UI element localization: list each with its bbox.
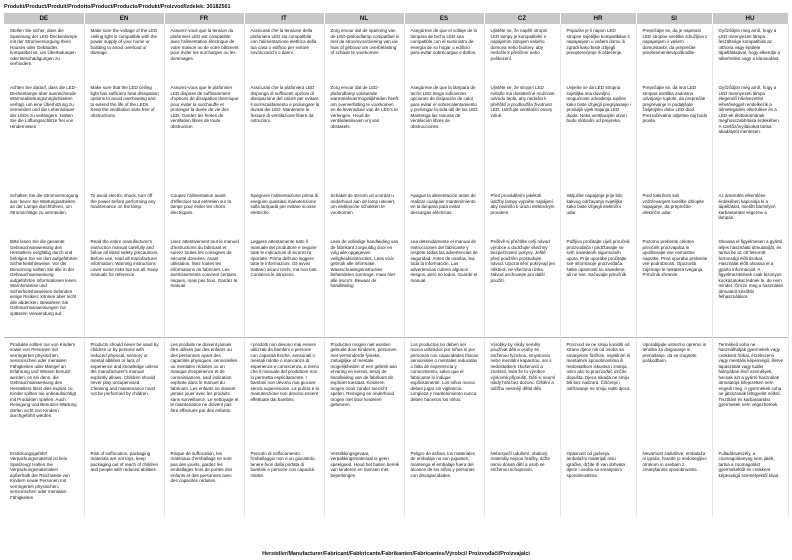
column-header-cz: CZ (484, 13, 560, 24)
cell-cz: Pečlivě si přečtěte celý návod výrobce a dodržujte všechny bezpečnostní pokyny. Ještě před použitím prostudujte návod. Upozornění pokrývají jen některá, ne všechna rizika. Návod uschovejte pro další použití. (484, 235, 560, 337)
column-header-si: SI (636, 13, 712, 24)
cell-cz: Ujistěte se, že stropní LED svítidlo má dostatečné možnosti odvodu tepla, aby nedošlo k přehřátí a prodloužila životnost LED. Udržujte ventilační otvory volné. (484, 81, 560, 189)
cell-es: Los productos no deben ser nunca utilizados por niños ni por personas con capacidades físicas, sensoriales o mentales reducidas o falta de experiencia y conocimiento, salvo que el fabricante lo indique explícitamente. Los niños nunca deben jugar sin vigilancia. Limpieza y mantenimiento nunca deben hacerlos los niños. (404, 338, 484, 447)
cell-si: Prepričajte se, da ima LED stropna svetilka zadostno odvajanje toplote, da preprečite pregrevanje in podaljšate življenjsko dobo LED diod. Prezračevalne odprtine naj bodo proste. (636, 81, 712, 189)
table-row (4, 447, 788, 517)
cell-hu: Az áramütés elkerülése érdekében kapcsolja ki a tápellátást, mielőtt bármilyen karbantartást végezne a lámpán. (712, 189, 788, 235)
cell-cz: Ujistěte se, že napětí stropní LED lampy je kompatibilní s napájením zdrojem vašeho domova nebo budovy, aby nedošlo k přetížení nebo poškození. (484, 24, 560, 81)
column-header-nl: NL (324, 13, 404, 24)
cell-si: Uporabljajte ustrezno opremo in tehnike za dvigovanje in prenašanje, da se izognete poškodbam. (636, 338, 712, 447)
cell-hr: Opasnost od gušenja, ambalažni materijali nisu igračke, držite ih van dohvata djece i osoba sa smanjenim sposobnostima (560, 447, 636, 517)
cell-en: Read the entire manufacturer's instruction manual carefully and follow all listed safety precautions. Before use, read all manufacturer information. Warning instructions cover some risks but not all. Keep manuals for reference. (84, 235, 164, 337)
table-row (4, 189, 788, 235)
cell-it: Leggere attentamente tutto il manuale del produttore e seguire tutte le indicazioni di sicurezza riportate. Prima dell'uso leggere tutte le informazioni. Gli avvisi trattano alcuni rischi, ma non tutti. Conserva le istruzioni. (244, 235, 324, 337)
cell-es: Asegúrese de que la lámpara de techo LED tenga suficientes opciones de disipación de calor para evitar el sobrecalentamiento y prolongar la vida útil de los LED. Mantenga las ranuras de ventilación libres de obstrucciones. (404, 81, 484, 189)
column-header-it: IT (244, 13, 324, 24)
cell-si: Nevarnost zadušitve, embalaža ni igrača, hranite jo nedosegljivo otrokom in osebam z zmanjšanimi sposobnostmi. (636, 447, 712, 517)
cell-en: Risk of suffocation, packaging materials are not toys, keep packaging out of reach of children and people with reduced abilities. (84, 447, 164, 517)
cell-nl: Verstikkingsgevaar, verpakkingsmateriaal is geen speelgoed. Houd het buiten bereik van kinderen en mensen met beperkingen (324, 447, 404, 517)
cell-fr: Coupez l'alimentation avant d'effectuer tout entretien sur la lampe pour éviter les chocs électriques. (164, 189, 244, 235)
cell-si: Pred kakršnim koli vzdrževanjem svetilke izklopite napajanje, da preprečite električni udar. (636, 189, 712, 235)
cell-hu: Győződjön meg arról, hogy a LED mennyezeti lámpa elegendő hőelvezetési lehetőséggel rendelkezik a túlmelegedés elkerülése és a LED-ek élettartamának meghosszabbítása érdekében. A szellőzőnyílásokat tartsa akadálytól mentesen. (712, 81, 788, 189)
cell-en: Make sure that the LED ceiling light has sufficient heat dissipation options to avoid overheating and to extend the life of the LEDs. Keep the ventilation slots free of obstructions. (84, 81, 164, 189)
cell-si: Prepričajte se, da je napetost LED stropne svetilke združljiva z napajanjem v vašem domu/stavbi, da preprečite preobremenitev/poškodbe (636, 24, 712, 81)
cell-de: Bitte lesen Sie die gesamte Gebrauchsanweisung des Herstellers sorgfältig durch und befolgen Sie sie dort aufgeführten Sicherheitshinweise. Vor der Benutzung sollten Sie alle in der Gebrauchsanweisung aufgeführten Informationen lesen. Warnhinweise und Sicherheitshinweisen befanden einige Risiken; können aber nicht alle abdecken. Bewahren Sie Gebrauchsanweisungen zur späteren Verwendung auf. (4, 235, 84, 337)
cell-fr: Risque de suffocation, les matériaux d'emballage ne sont pas des jouets, gardez les emballages hors de portée des enfants et des personnes avec des capacités réduites. (164, 447, 244, 517)
column-header-es: ES (404, 13, 484, 24)
cell-fr: Assurez-vous que le plafonnier LED dispose de suffisamment d'options de dissipation thermique pour éviter la surchauffe et prolonger la durée de vie des LED. Gardez les fentes de ventilation libres de toute obstruction (164, 81, 244, 189)
cell-de: Produkte sollten nur von Kindern sowie von Personen mit verringerten physischen, sensorischen oder mentalen Fähigkeiten oder Mangel an Erfahrung und Wissen benutzt werden, es sei denn, die Gebrauchsanweisung des Herstellers lässt dies explizit zu. Kinder sollten nie unbeaufsichtigt mit Produkten spielen. Auch Reinigung und Benutzer-Wartung dürfen nicht von Kindern durchgeführt werden. (4, 338, 84, 447)
manufacturer-footer: Hersteller/Manufacturer/Fabricant/Fabbricante/Fabrikanten/Fabricantes/Výrobci/ Proizvođači/Proizvajalci (262, 551, 530, 557)
cell-en: Make sure the voltage of the LED ceiling light is compatible with the power supply of your home or building to avoid overload or damage. (84, 24, 164, 81)
cell-hr: Proizvod se ne smiju koristiti od strane djece niti od osoba sa smanjenim fizičkim, osjetilnim ili mentalnim sposobnostima ili nedostatkom iskustva i znanja, osim ako to proizvođač izričito dopušta. Djeca nikada ne smiju biti bez nadzora. Čišćenje i održavanje ne smiju raditi djeca (560, 338, 636, 447)
cell-hr: Pažljivo pročitajte cijeli priručnik proizvođača i pridržavajte se svih navedenih sigurnosnih uputa. Prije uporabe pročitajte sve informacije proizvođača. Neke opasnosti su navedene, ali ne sve. Sačuvajte priručnik. (560, 235, 636, 337)
cell-en: Products should never be used by children or by persons with reduced physical, sensory or mental abilities or lack of experience and knowledge unless the manufacturer's manual explicitly allows. Children should never play unsupervised. Cleaning and maintenance must not be performed by children. (84, 338, 164, 447)
cell-en: To avoid electric shock, turn off the power before performing any maintenance on the lamp. (84, 189, 164, 235)
cell-de: Schalten Sie die Stromversorgung aus, bevor Sie Wartungsarbeiten an der Lampe durchführen, um Stromschläge zu vermeiden. (4, 189, 84, 235)
cell-de: Achten Sie darauf, dass die LED-Deckenlampe über ausreichende Wärmeableitungsmöglichkeiten verfügt, um eine Überhitzung zu vermeiden und die Lebensdauer der LEDs zu verlängern. Halten Sie die Lüftungsschlitze frei von Hindernissen (4, 81, 84, 189)
cell-hu: Termékeit soha ne használhatják gyermekek vagy csökkent fizikai, érzékszervi vagy mentális képességű, illetve tapasztalat vagy tudás hiányában lévő személyek, hacsak azt a gyártó használati útmutatója kifejezetten nem engedi meg. A gyermekek soha ne játsszanak felügyelet nélkül. Tisztítást és karbantartást gyermekek nem végezhetnek. (712, 338, 788, 447)
cell-si: Pozorno preberite celoten priročnik proizvajalca in upoštevajte vse varnostne napotke. Pred uporabo preberite vse podrobnosti. Opozorila zajemajo le nekatera tveganja. Priročnik shranite. (636, 235, 712, 337)
column-header-hr: HR (560, 13, 636, 24)
document-header: Produkt/Product/Produit/Prodotto/Product/Producto/Produkt/Proizvod/Izdelek: 30182561 (4, 4, 231, 10)
cell-nl: Schakel de stroom uit voordat u onderhoud aan de lamp uitvoert, om elektrische schokken te voorkomen. (324, 189, 404, 235)
language-header-row (4, 13, 788, 24)
cell-es: Asegúrese de que el voltaje de la lámpara de techo LED sea compatible con el suministro de energía de su hogar o edificio para evitar sobrecargas o daños. (404, 24, 484, 81)
cell-nl: Lees de volledige handleiding van de fabrikant zorgvuldig door en volg alle opgegeven veiligheidsinstructies. Lees vóór gebruik alle informatie. Waarschuwingsinstructies behandelen sommige, maar niet alle risico's. Bewaar de handleiding (324, 235, 404, 337)
cell-fr: Lisez attentivement tout le manuel d'instructions du fabricant et suivez toutes les consignes de sécurité données. Avant utilisation, lisez toutes les informations du fabricant. Les avertissements couvrent certains risques, mais pas tous. Gardez le manuel (164, 235, 244, 337)
cell-hu: Győződjön meg arról, hogy a LED mennyezeti lámpa feszültsége kompatibilis az otthona vagy épülete tápellátásával, hogy elkerülje a túlterhelést vagy a károsodást. (712, 24, 788, 81)
table-row (4, 235, 788, 337)
cell-hr: Pripazite je li napon LED stropne svjetiljke kompatibilan s napajanjem u vašem domu ili zgradi kako biste izbjegli preopterećenje ili oštećenje. (560, 24, 636, 81)
cell-nl: Producten mogen niet worden gebruikt door kinderen, personen met verminderde fysieke, zintuiglijke of mentale mogelijkheden of een gebrek aan ervaring en kennis, tenzij de handleiding van de fabrikant dit expliciet toestaat. Kinderen mogen nooit zonder toezicht spelen. Reiniging en onderhoud mogen niet door kinderen gebeuren. (324, 338, 404, 447)
cell-it: Assicurati che la plafoniera LED disponga di sufficienti opzioni di dissipazione del calore per evitare il surriscaldamento e prolungare la durata dei LED. Mantenere le fessure di ventilazione libere da ostruzioni. (244, 81, 324, 189)
cell-cz: Výrobky by nikdy neměly používat děti a osoby se sníženou fyzickou, smyslovou nebo mentální kapacitou, ani s nedostatkem zkušeností a znalostí, leda že to výrobce výslovně připouští. Děti si neumí nikdy hrát bez dozoru. Čištění a údržbu nesmějí dělat děti. (484, 338, 560, 447)
cell-es: Peligro de asfixia, los materiales de embalaje no son juguetes, mantenga el embalaje fuera del alcance de los niños y personas con discapacidades. (404, 447, 484, 517)
cell-cz: Před prováděním jakékoli údržby lampy vypněte napájení, aby nedošlo k úrazu elektrickým proudem. (484, 189, 560, 235)
cell-hu: Olvassa el figyelmesen a gyártó teljes használati útmutatóját, és tartsa be az ott felsorolt biztonsági előírásokat. Használat előtt olvassa el a gyártó információit. A figyelmeztetések csak bizonyos kockázatokat fednek le, de nem mindet. Őrizze meg a használati útmutatót későbbi felhasználásra (712, 235, 788, 337)
cell-es: Lea detenidamente el manual de instrucciones del fabricante y respete todas las advertencias de seguridad. Antes de usarlas, lea toda la información. Las advertencias cubren algunos riesgos, pero no todos. Guarde el manual. (404, 235, 484, 337)
cell-it: I prodotti non devono mai essere utilizzati da bambini o persone con capacità fisiche, sensoriali o mentali ridotte o mancanza di esperienza e conoscenza, a meno che il manuale del produttore non lo permetta esplicitamente. I bambini non devono mai giocare senza supervisione. La pulizia e la manutenzione non devono essere effettuate dai bambini. (244, 338, 324, 447)
table-row (4, 338, 788, 447)
column-header-fr: FR (164, 13, 244, 24)
cell-it: Assicurati che la tensione della plafoniera LED sia compatibile con l'alimentazione elettrica della tua casa o edificio per evitare sovraccarichi o danni. (244, 24, 324, 81)
table-row (4, 81, 788, 189)
safety-warnings-table (4, 13, 789, 517)
cell-de: Stellen Sie sicher, dass die Spannung der LED-Deckenlampe mit der Stromversorgung Ihres Hauses oder Gebäudes kompatibel ist, um Überladungen oder Beschädigungen zu verhindern. (4, 24, 84, 81)
cell-it: Pericolo di soffocamento. l'imballaggio non è un giocattolo, tenere fuori dalla portata di bambini e persone con capacità ridotte. (244, 447, 324, 517)
cell-de: Erstickungsgefahr! Verpackungsmaterial ist kein Spielzeug! Halten Sie Verpackungsmaterialien außerhalb der Reichweite von Kindern sowie Personen mit verringerten physischen, sensorischen oder mentalen Fähigkeiten (4, 447, 84, 517)
cell-es: Apague la alimentación antes de realizar cualquier mantenimiento en la lámpara para evitar descargas eléctricas. (404, 189, 484, 235)
cell-cz: Nebezpečí udušení, obalový materiály nejsou hračky, držte mimo dosah dětí a osob se sníženou schopností. (484, 447, 560, 517)
table-row (4, 24, 788, 81)
cell-fr: Les produits ne doivent jamais être utilisés par des enfants ou des personnes ayant des capacités physiques, sensorielles ou mentales réduites ou un manque d'expérience et de connaissances, sauf indication explicite dans le manuel du fabricant. Les enfants ne doivent jamais jouer avec les produits sans surveillance. Le nettoyage et le maintenance ne doivent pas être effectués par des enfants. (164, 338, 244, 447)
cell-nl: Zorg ervoor dat de LED-plafondlamp voldoende warmteafvoermogelijkheden heeft om oververhitting te voorkomen en de levensduur van de LED's te verlengen. Houd de ventilatiesleuven vrij van obstakels. (324, 81, 404, 189)
cell-hr: Uvjerite se da LED stropna svjetiljka ima dovoljno mogućnosti odvođenja topline kako biste izbjegli pregrijavanje i produljili vijek trajanja LED dioda. Neka ventilacijski otvori budu slobodni od prepreka. (560, 81, 636, 189)
cell-nl: Zorg ervoor dat de spanning van de LED-plafondlamp compatibel is met de stroomvoorziening van uw huis of gebouw om overbelasting of schade te voorkomen. (324, 24, 404, 81)
cell-fr: Assurez-vous que la tension du plafonnier LED est compatible avec l'alimentation électrique de votre maison ou de votre bâtiment pour éviter les surcharges ou les dommages. (164, 24, 244, 81)
column-header-hu: HU (712, 13, 788, 24)
column-header-en: EN (84, 13, 164, 24)
cell-hu: Fulladásveszély, a csomagolóanyag nem játék, tartsa a csomagolást gyermekektől és csökkent képességű személyektől távol. (712, 447, 788, 517)
cell-it: Spegnere l'alimentazione prima di eseguire qualsiasi manutenzione sulla lampada per evitare scosse elettriche. (244, 189, 324, 235)
column-header-de: DE (4, 13, 84, 24)
cell-hr: Isključite napajanje prije bilo kakvog održavanja svjetiljke kako biste izbjegli električni udar. (560, 189, 636, 235)
